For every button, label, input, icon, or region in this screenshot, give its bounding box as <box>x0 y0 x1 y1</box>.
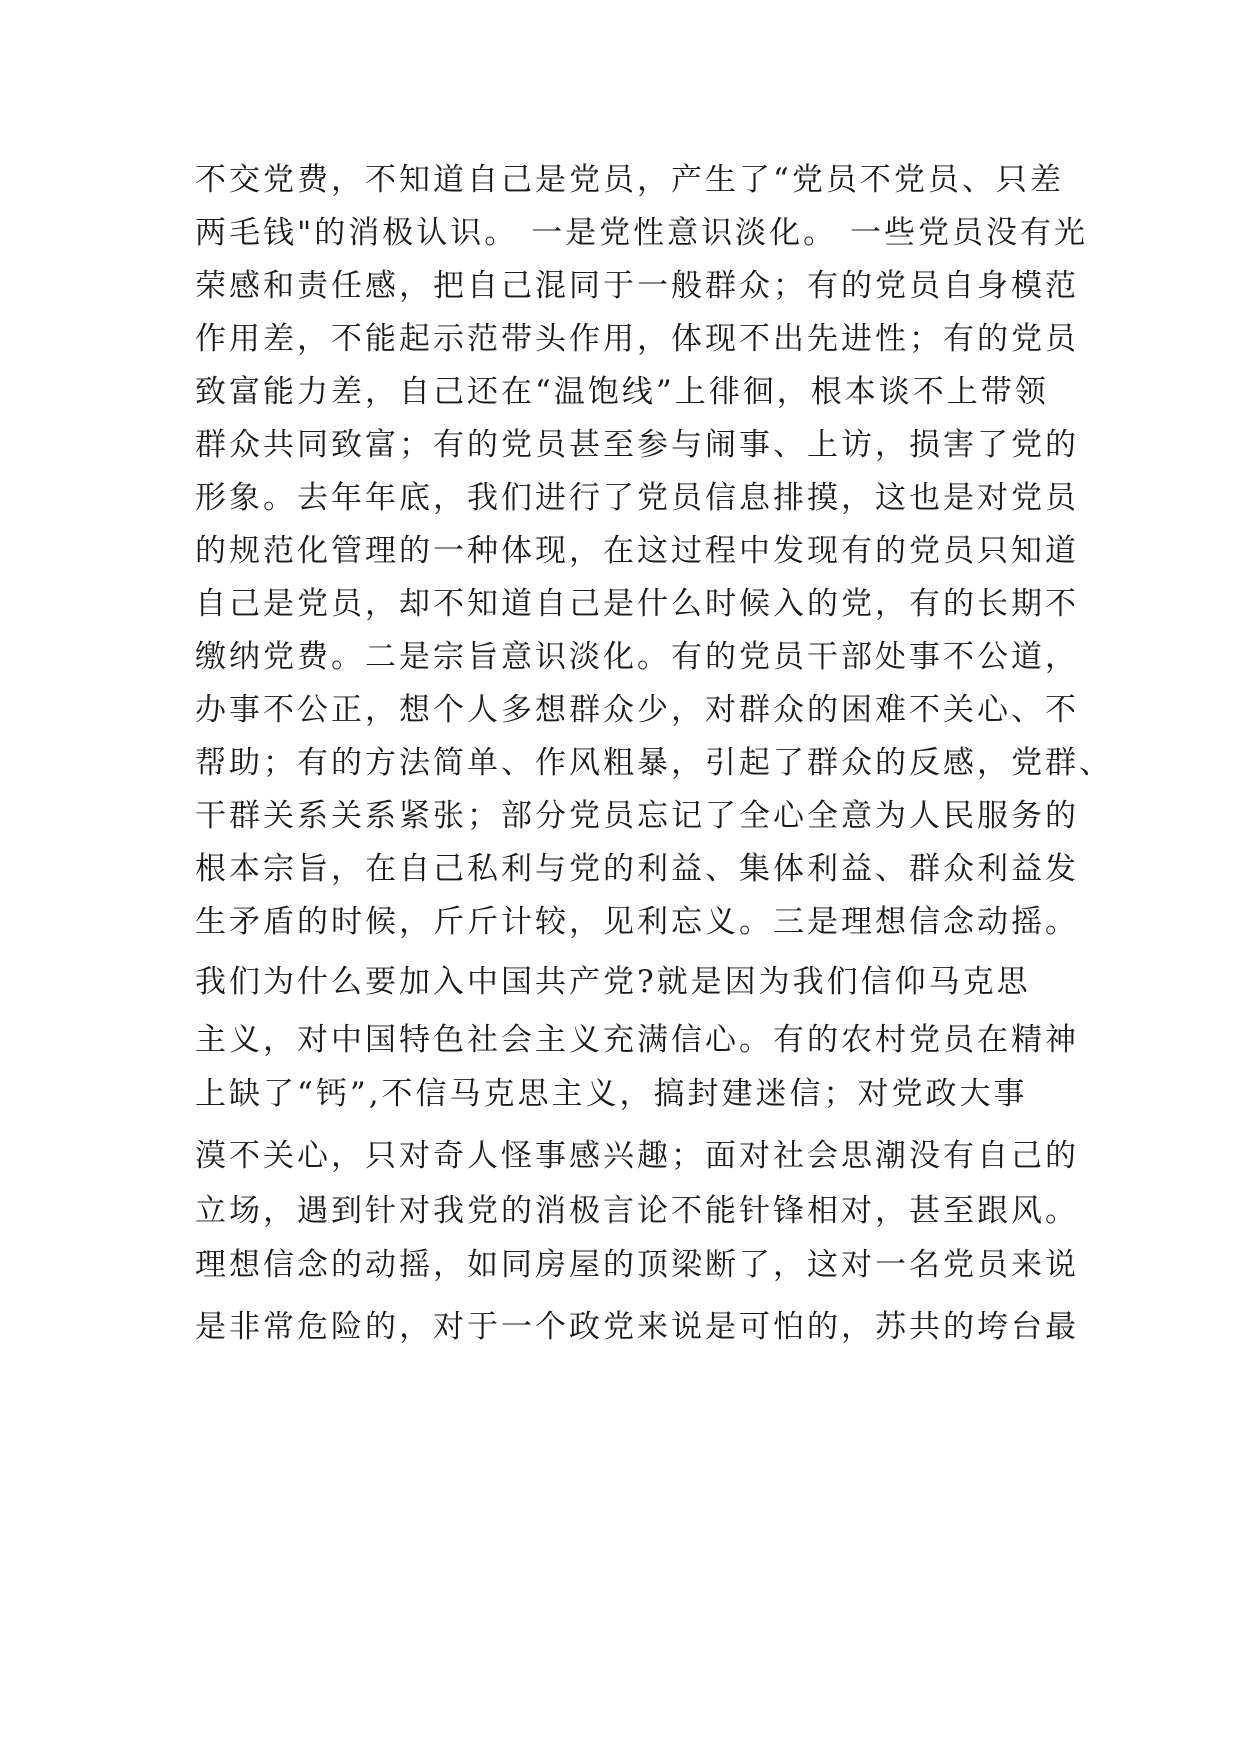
text-line: 漠不关心，只对奇人怪事感兴趣；面对社会思潮没有自己的 <box>195 1138 1079 1174</box>
text-line: 根本宗旨，在自己私利与党的利益、集体利益、群众利益发 <box>195 851 1079 887</box>
text-line: 生矛盾的时候，斤斤计较，见利忘义。三是理想信念动摇。 <box>195 904 1079 940</box>
text-line: 的规范化管理的一种体现，在这过程中发现有的党员只知道 <box>195 533 1079 569</box>
text-line: 致富能力差，自己还在“温饱线”上徘徊，根本谈不上带领 <box>195 374 1049 410</box>
text-line: 作用差，不能起示范带头作用，体现不出先进性；有的党员 <box>195 321 1079 357</box>
text-line: 群众共同致富；有的党员甚至参与闹事、上访，损害了党的 <box>195 427 1079 463</box>
text-line: 不交党费，不知道自己是党员，产生了“党员不党员、只差 <box>195 162 1064 198</box>
text-line: 我们为什么要加入中国共产党?就是因为我们信仰马克思 <box>195 964 1031 1000</box>
text-line: 荣感和责任感，把自己混同于一般群众；有的党员自身模范 <box>195 268 1079 304</box>
text-line: 是非常危险的，对于一个政党来说是可怕的，苏共的垮台最 <box>195 1309 1079 1345</box>
text-line: 两毛钱"的消极认识。 一是党性意识淡化。 一些党员没有光 <box>195 215 1088 251</box>
text-line: 理想信念的动摇，如同房屋的顶梁断了，这对一名党员来说 <box>195 1247 1079 1283</box>
text-line: 干群关系关系紧张；部分党员忘记了全心全意为人民服务的 <box>195 798 1079 834</box>
text-line: 帮助；有的方法简单、作风粗暴，引起了群众的反感，党群、 <box>195 745 1113 781</box>
text-line: 办事不公正，想个人多想群众少，对群众的困难不关心、不 <box>195 692 1079 728</box>
text-line: 上缺了“钙”,不信马克思主义，搞封建迷信；对党政大事 <box>195 1076 1028 1112</box>
text-line: 自己是党员，却不知道自己是什么时候入的党，有的长期不 <box>195 586 1079 622</box>
text-line: 主义，对中国特色社会主义充满信心。有的农村党员在精神 <box>195 1022 1079 1058</box>
text-line: 立场，遇到针对我党的消极言论不能针锋相对，甚至跟风。 <box>195 1193 1079 1229</box>
text-line: 缴纳党费。二是宗旨意识淡化。有的党员干部处事不公道， <box>195 639 1079 675</box>
text-line: 形象。去年年底，我们进行了党员信息排摸，这也是对党员 <box>195 480 1079 516</box>
